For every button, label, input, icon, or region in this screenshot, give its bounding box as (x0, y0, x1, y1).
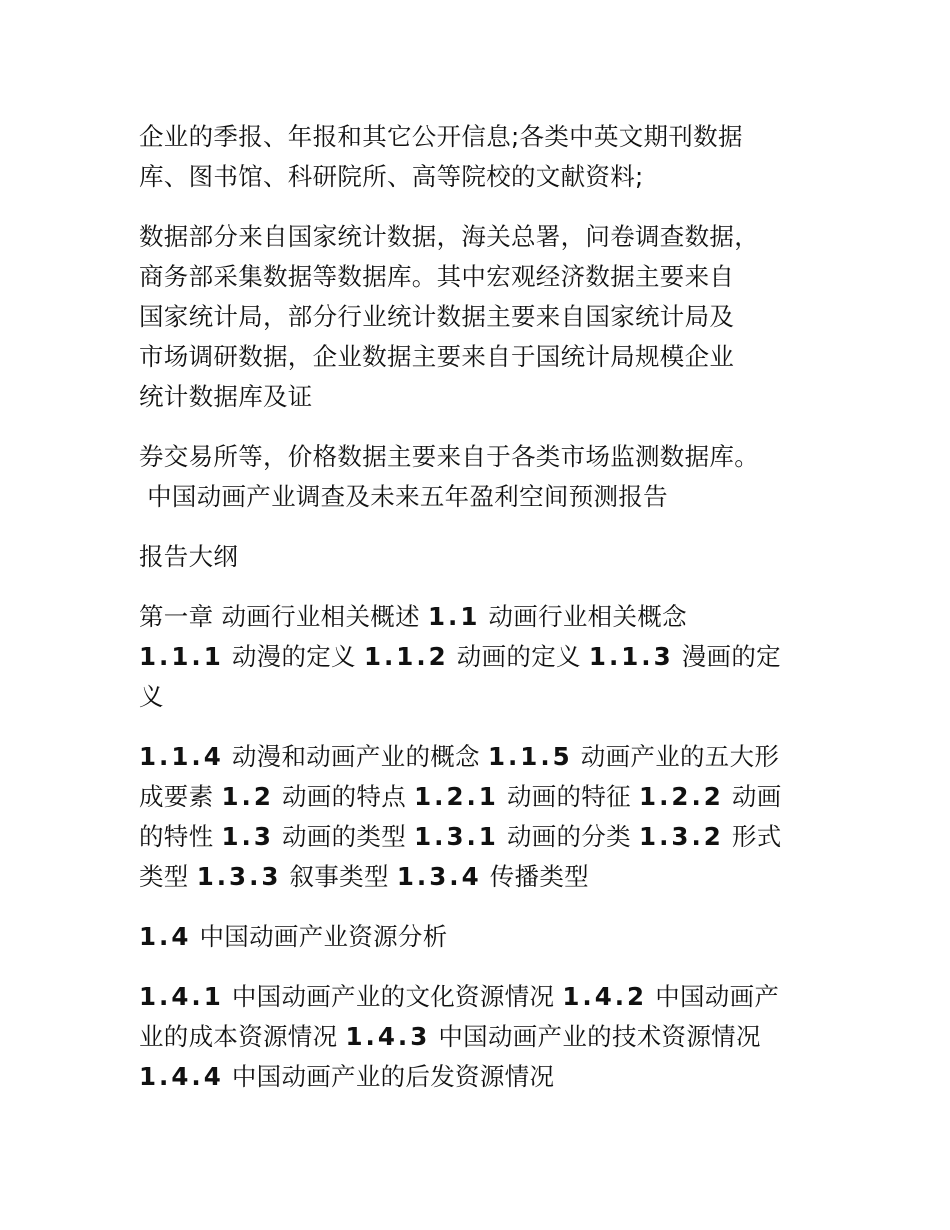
outline-text: 中国动画产业的技术资源情况 (430, 1022, 761, 1051)
outline-text: 动漫的定义 (223, 642, 364, 671)
outline-text: 动画产业的五大形 (572, 742, 780, 771)
section-number: 1.4.4 (139, 1062, 224, 1091)
section-number: 1.3.1 (414, 822, 499, 851)
outline-text: 传播类型 (481, 862, 589, 891)
paragraph-line: 数据部分来自国家统计数据，海关总署，问卷调查数据， (139, 222, 759, 251)
section-number: 1.1.1 (139, 642, 224, 671)
section-number: 1.1.5 (487, 742, 573, 771)
paragraph-line: 券交易所等，价格数据主要来自于各类市场监测数据库。 (139, 442, 759, 471)
outline-text: 叙事类型 (281, 862, 397, 891)
outline-text: 义 (139, 682, 164, 711)
section-number: 1.1 (427, 602, 481, 631)
outline-text: 第一章 动画行业相关概述 (139, 602, 428, 631)
outline-line (139, 1017, 761, 1057)
section-number: 1.2.2 (639, 782, 724, 811)
outline-text: 漫画的定 (673, 642, 781, 671)
outline-text: 动画的特点 (273, 782, 415, 811)
outline-text: 中国动画产业资源分析 (191, 922, 448, 951)
outline-text: 的特性 (139, 822, 222, 851)
paragraph-line: 市场调研数据，企业数据主要来自于国统计局规模企业 (139, 342, 735, 371)
outline-text: 形式 (723, 822, 782, 851)
paragraph-line: 统计数据库及证 (139, 382, 313, 411)
outline-text: 动画的定义 (448, 642, 589, 671)
outline-text: 中国动画产业的后发资源情况 (223, 1062, 555, 1091)
outline-line (139, 737, 779, 777)
outline-line (139, 677, 164, 717)
outline-line (139, 1057, 554, 1097)
outline-line (139, 597, 687, 637)
outline-line (139, 857, 589, 897)
section-number: 1.2.1 (414, 782, 499, 811)
outline-text: 成要素 (139, 782, 222, 811)
outline-text: 业的成本资源情况 (139, 1022, 346, 1051)
outline-text: 动画的特征 (498, 782, 640, 811)
section-number: 1.2 (221, 782, 274, 811)
section-number: 1.3.4 (396, 862, 482, 891)
section-number: 1.1.2 (363, 642, 449, 671)
outline-line (139, 817, 782, 857)
section-number: 1.4.1 (139, 982, 224, 1011)
section-number: 1.1.4 (139, 742, 224, 771)
section-number: 1.4.3 (345, 1022, 431, 1051)
section-number: 1.3 (221, 822, 274, 851)
outline-line (139, 977, 779, 1017)
section-number: 1.1.3 (588, 642, 674, 671)
outline-text: 中国动画产业的文化资源情况 (223, 982, 563, 1011)
paragraph-line: 商务部采集数据等数据库。其中宏观经济数据主要来自 (139, 262, 735, 291)
outline-text: 动画行业相关概念 (480, 602, 687, 631)
paragraph-line: 国家统计局，部分行业统计数据主要来自国家统计局及 (139, 302, 735, 331)
outline-text: 动画的分类 (498, 822, 640, 851)
outline-line (139, 637, 781, 677)
outline-text: 动画的类型 (273, 822, 415, 851)
section-number: 1.4.2 (562, 982, 648, 1011)
outline-text: 中国动画产 (647, 982, 780, 1011)
paragraph-line: 企业的季报、年报和其它公开信息;各类中英文期刊数据 (139, 122, 743, 151)
report-title-line: 中国动画产业调查及未来五年盈利空间预测报告 (139, 482, 668, 511)
section-number: 1.3.2 (639, 822, 724, 851)
paragraph-line: 库、图书馆、科研院所、高等院校的文献资料; (139, 162, 644, 191)
outline-text: 动漫和动画产业的概念 (223, 742, 488, 771)
outline-line (139, 777, 782, 817)
section-number: 1.4 (139, 922, 192, 951)
outline-line (139, 917, 448, 957)
outline-text: 动画 (723, 782, 782, 811)
outline-text: 类型 (139, 862, 197, 891)
section-number: 1.3.3 (196, 862, 282, 891)
outline-heading: 报告大纲 (139, 542, 239, 571)
